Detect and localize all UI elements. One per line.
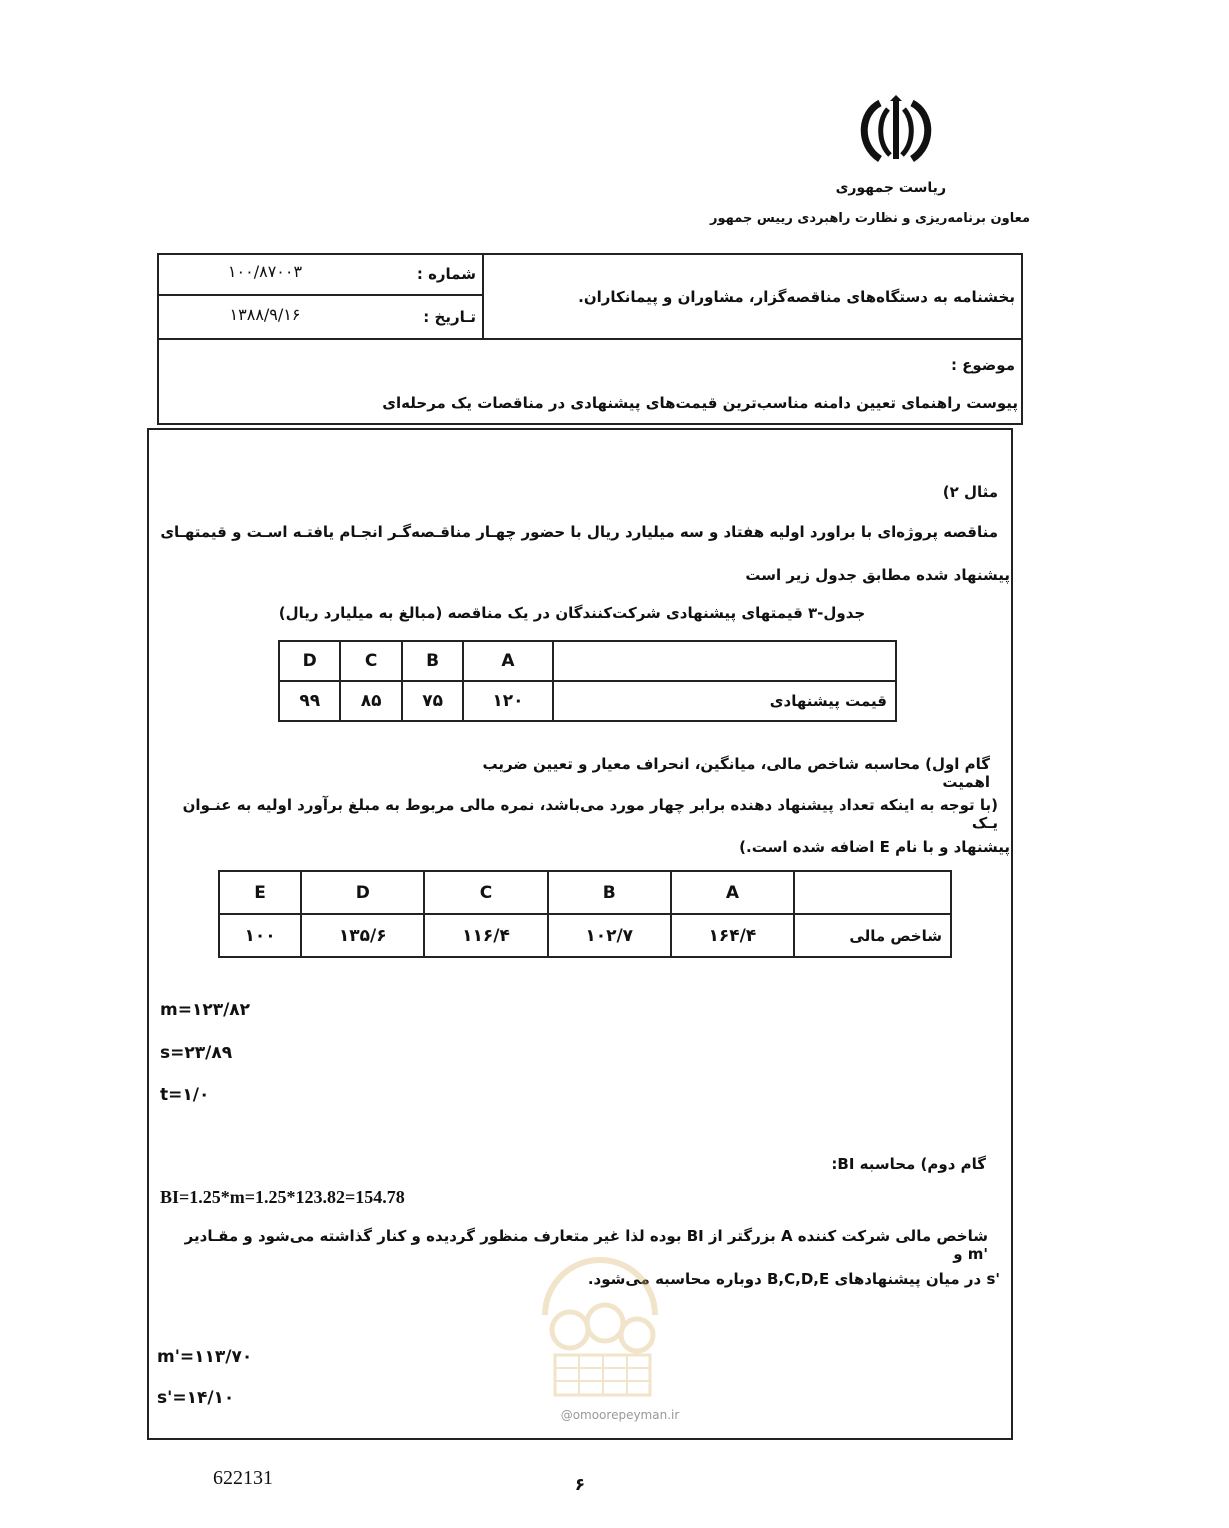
- step-1-heading: گام اول) محاسبه شاخص مالی، میانگین، انحراف معیار و تعیین ضریب اهمیت: [482, 755, 990, 791]
- table-header-cell: B: [402, 641, 463, 681]
- table-header-cell: [794, 871, 951, 914]
- table-header-row: [279, 641, 896, 681]
- table-header-cell: C: [340, 641, 401, 681]
- std-dev-value: s=۲۳/۸۹: [160, 1043, 233, 1063]
- date-label: تـاریخ :: [423, 308, 476, 326]
- table-cell: ۷۵: [402, 681, 463, 721]
- header-divider: [157, 338, 1023, 340]
- table-header-cell: [553, 641, 896, 681]
- org-line-presidency: ریاست جمهوری: [835, 180, 946, 196]
- paragraph-1-line-1: مناقصه پروژه‌ای با براورد اولیه هفتاد و سه میلیارد ریال با حضور چهـار مناقـصه‌گـر انجـام یافتـه اسـت و قیمتهـای: [160, 523, 998, 541]
- date-value: ۱۳۸۸/۹/۱۶: [229, 305, 301, 324]
- table-1-caption: جدول-۳ قیمتهای پیشنهادی شرکت‌کنندگان در یک مناقصه (مبالغ به میلیارد ریال): [278, 604, 866, 622]
- bid-prices-table: [278, 640, 897, 722]
- step-2-heading: گام دوم) محاسبه BI:: [831, 1155, 986, 1173]
- table-cell: ۹۹: [279, 681, 340, 721]
- table-cell: ۱۳۵/۶: [301, 914, 424, 957]
- table-header-cell: B: [548, 871, 671, 914]
- table-header-row: [219, 871, 951, 914]
- subject-text: پیوست راهنمای تعیین دامنه مناسب‌ترین قیمت‌های پیشنهادی در مناقصات یک مرحله‌ای: [382, 394, 1018, 412]
- t-value: t=۱/۰: [160, 1085, 210, 1105]
- row-label: قیمت پیشنهادی: [553, 681, 896, 721]
- paragraph-3-line-1: شاخص مالی شرکت کننده A بزرگتر از BI بوده لذا غیر متعارف منظور گردیده و کنار گذاشته می‌شود و مقـادیر 'm و: [184, 1227, 988, 1263]
- table-header-cell: D: [279, 641, 340, 681]
- document-number: 622131: [213, 1467, 273, 1489]
- omoore-peyman-logo-icon: [525, 1235, 675, 1405]
- org-line-deputy: معاون برنامه‌ریزی و نظارت راهبردی رییس جمهور: [710, 211, 1030, 226]
- bi-equation: BI=1.25*m=1.25*123.82=154.78: [160, 1187, 405, 1207]
- table-header-cell: D: [301, 871, 424, 914]
- watermark-url: @omoorepeyman.ir: [560, 1408, 680, 1422]
- mean-value: m=۱۲۳/۸۲: [160, 1000, 251, 1020]
- table-cell: ۱۰۲/۷: [548, 914, 671, 957]
- circular-recipients: بخشنامه به دستگاه‌های مناقصه‌گزار، مشاوران و پیمانکاران.: [578, 288, 1015, 306]
- table-cell: ۱۶۴/۴: [671, 914, 794, 957]
- header-divider: [157, 294, 483, 296]
- revised-mean-value: m'=۱۱۳/۷۰: [157, 1347, 253, 1367]
- number-label: شماره :: [416, 265, 476, 283]
- table-header-cell: E: [219, 871, 301, 914]
- table-row: [279, 681, 896, 721]
- header-divider: [482, 253, 484, 339]
- paragraph-2-line-1: (با توجه به اینکه تعداد پیشنهاد دهنده برابر چهار مورد می‌باشد، نمره مالی مربوط به مبلغ برآورد اولیه به عنـوان یـک: [182, 796, 998, 832]
- paragraph-2-line-2: پیشنهاد و با نام E اضافه شده است.): [739, 838, 1010, 856]
- table-header-cell: A: [671, 871, 794, 914]
- page-number: ۶: [574, 1475, 586, 1495]
- subject-label: موضوع :: [950, 356, 1015, 374]
- row-label: شاخص مالی: [794, 914, 951, 957]
- table-header-cell: A: [463, 641, 552, 681]
- paragraph-3-line-2: 's در میان پیشنهادهای B,C,D,E دوباره محاسبه می‌شود.: [587, 1270, 1000, 1288]
- iran-emblem-icon: [850, 95, 942, 167]
- number-value: ۱۰۰/۸۷۰۰۳: [227, 262, 303, 281]
- financial-index-table: [218, 870, 952, 958]
- table-cell: ۱۱۶/۴: [424, 914, 547, 957]
- table-cell: ۱۰۰: [219, 914, 301, 957]
- example-title: مثال ۲): [942, 483, 998, 501]
- table-header-cell: C: [424, 871, 547, 914]
- table-cell: ۸۵: [340, 681, 401, 721]
- paragraph-1-line-2: پیشنهاد شده مطابق جدول زیر است: [745, 566, 1010, 584]
- table-cell: ۱۲۰: [463, 681, 552, 721]
- revised-std-dev-value: s'=۱۴/۱۰: [157, 1388, 235, 1408]
- table-row: [219, 914, 951, 957]
